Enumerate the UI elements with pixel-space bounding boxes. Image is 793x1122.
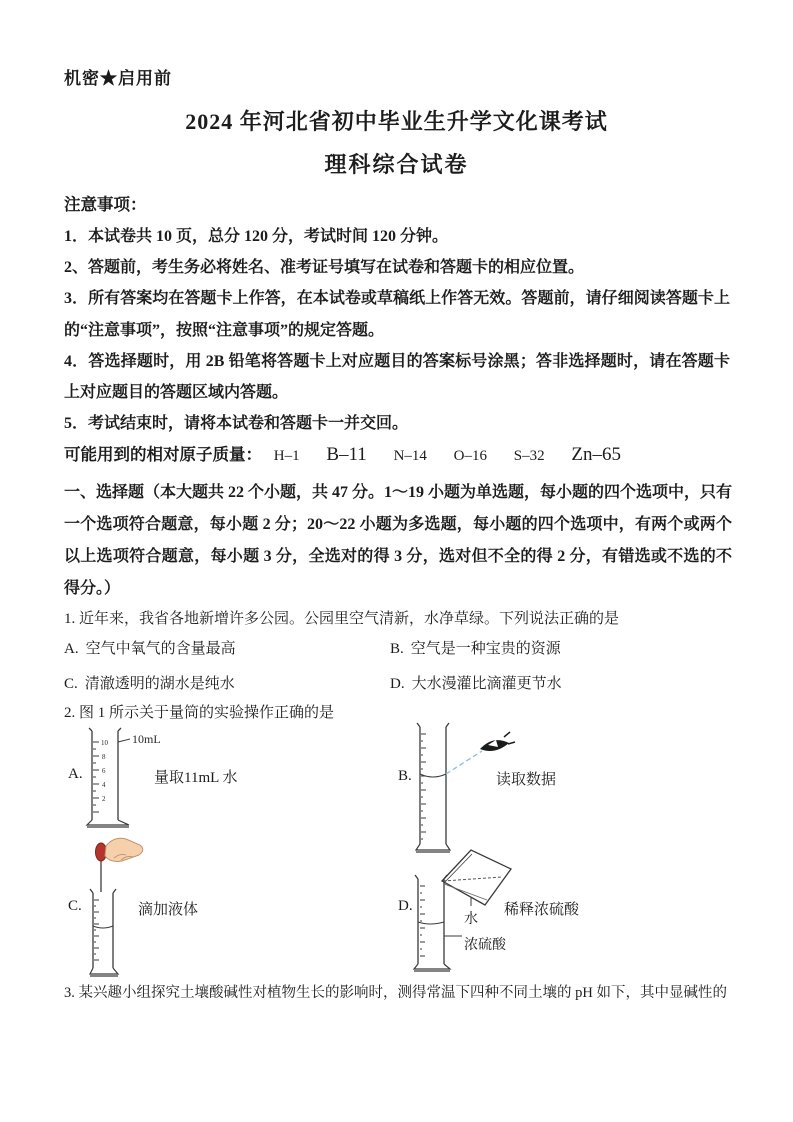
option-a: [64, 637, 390, 658]
scale-label: 6: [102, 767, 106, 775]
sight-line: [446, 751, 482, 774]
cylinder-body: [415, 875, 447, 964]
figure-option-key-b: B.: [398, 768, 412, 784]
pointer-line: [118, 739, 130, 742]
notice-item: 4．答选择题时，用 2B 铅笔将答题卡上对应题目的答案标号涂黑；答非选择题时，请在答题卡上对应题目的答题区域内答题。: [64, 352, 730, 402]
hand-dropper-figure: [84, 836, 148, 896]
question-1-stem: 1. 近年来，我省各地新增许多公园。公园里空气清新，水净草绿。下列说法正确的是: [64, 611, 620, 627]
notice-item: 1．本试卷共 10 页，总分 120 分，考试时间 120 分钟。: [64, 228, 449, 245]
figure-option-key-d: D.: [398, 898, 413, 914]
scale-label: 2: [102, 795, 106, 803]
scale-label: 10: [101, 739, 108, 747]
scale-label: 4: [102, 781, 106, 789]
notice-item: 5．考试结束时，请将本试卷和答题卡一并交回。: [64, 415, 409, 433]
cylinder-figure-b: [416, 722, 586, 860]
option-key: C.: [64, 676, 78, 692]
scale-ticks: [94, 900, 99, 960]
section-one-intro: 一、选择题（本大题共 22 个小题，共 47 分。1～19 小题为单选题，每小题的四个选项中，只有一个选项符合题意，每小题 2 分；20～22 小题为多选题，每小题的四个选项中，有两个或两个以上选项符合题意，每小题 3 分，全选对的得 3 分，选对但不全的得 2 分，有错选或不选的不得分。）: [64, 484, 733, 597]
water-label: 水: [464, 912, 478, 927]
question-3-stem: 3. 某兴趣小组探究土壤酸碱性对植物生长的影响时，测得常温下四种不同土壤的 pH 如下，其中显碱性的: [64, 985, 727, 1001]
liquid-level: [420, 774, 446, 777]
atomic-mass-value: N–14: [393, 448, 427, 464]
scale-label: 8: [102, 753, 106, 761]
option-key: D.: [390, 676, 405, 692]
option-text: 大水漫灌比滴灌更节水: [411, 676, 562, 692]
atomic-mass-value: O–16: [453, 448, 487, 464]
beaker-liquid-dashed: [443, 877, 502, 881]
atomic-mass-label: 可能用到的相对原子质量：: [64, 445, 262, 464]
atomic-mass-value: H–1: [273, 448, 300, 464]
option-b: [390, 637, 736, 658]
atomic-mass-value: Zn–65: [571, 444, 621, 465]
beaker-rim: [445, 854, 472, 882]
eye-icon: [480, 732, 515, 751]
scale-ticks: [421, 734, 426, 839]
cylinder-base: [90, 968, 118, 976]
dropper-bulb: [96, 843, 107, 861]
figure-option-key-c: C.: [68, 898, 82, 914]
option-c: [64, 672, 390, 693]
notice-list: [64, 221, 730, 439]
figure-option-key-a: A.: [68, 766, 83, 782]
atomic-mass-line: [64, 441, 744, 466]
option-d: [390, 672, 736, 693]
confidential-marking: 机密★启用前: [64, 69, 172, 88]
option-text: 空气中氧气的含量最高: [85, 641, 236, 657]
liquid-level: [93, 926, 113, 928]
cylinder-base: [414, 964, 450, 971]
page-title: 2024 年河北省初中毕业生升学文化课考试: [185, 109, 608, 134]
page-subtitle: 理科综合试卷: [324, 152, 469, 177]
beaker-inner-edge: [444, 884, 487, 900]
atomic-mass-value: B–11: [326, 444, 367, 465]
notice-item: 3．所有答案均在答题卡上作答，在本试卷或草稿纸上作答无效。答题前，请仔细阅读答题卡上的“注意事项”，按照“注意事项”的规定答题。: [64, 290, 730, 339]
liquid-level: [418, 922, 444, 924]
figure-caption-d: 稀释浓硫酸: [504, 902, 580, 918]
question-2-figure: [64, 722, 754, 980]
question-1-options: [64, 637, 736, 693]
notice-heading: 注意事项：: [64, 195, 147, 214]
scale-ticks: [420, 886, 425, 956]
cylinder-base: [87, 820, 129, 827]
acid-label: 浓硫酸: [464, 938, 506, 953]
option-key: B.: [390, 641, 404, 657]
figure-caption-c: 滴加液体: [138, 902, 199, 918]
question-2-stem: 2. 图 1 所示关于量筒的实验操作正确的是: [64, 705, 335, 721]
atomic-mass-value: S–32: [513, 448, 545, 464]
option-text: 清澈透明的湖水是纯水: [84, 676, 235, 692]
scale-ticks: [93, 742, 99, 812]
cylinder-figure-c: [90, 888, 138, 980]
notice-item: 2、答题前，考生务必将姓名、准考证号填写在试卷和答题卡的相应位置。: [64, 259, 585, 277]
option-text: 空气是一种宝贵的资源: [410, 641, 561, 657]
figure-caption-a: 量取11mL 水: [154, 770, 238, 786]
option-key: A.: [64, 641, 79, 657]
figure-caption-b: 读取数据: [496, 772, 557, 788]
cylinder-top-label: 10mL: [132, 732, 161, 746]
